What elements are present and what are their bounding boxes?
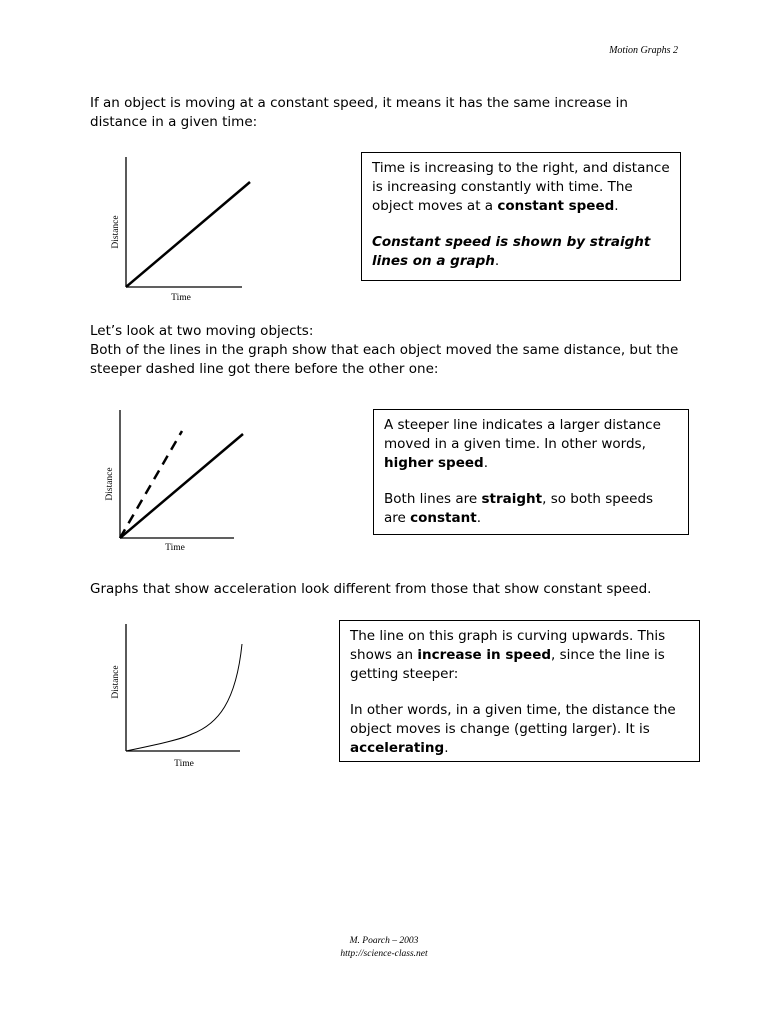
constant-speed-graph: [100, 155, 260, 310]
box2-paragraph2: Both lines are straight, so both speeds are constant.: [384, 491, 654, 526]
distance-time-line: [126, 182, 250, 287]
section3-intro: Graphs that show acceleration look different from those that show constant speed.: [90, 581, 652, 597]
y-axis-label: Distance: [111, 665, 121, 699]
box2-paragraph1: A steeper line indicates a larger distance moved in a given time. In other words, higher speed.: [384, 417, 661, 471]
constant-speed-info-box: [361, 152, 681, 281]
steeper-dashed-line: [120, 431, 182, 538]
x-axis-label: Time: [174, 759, 194, 769]
box1-paragraph1: Time is increasing to the right, and distance is increasing constantly with time. The object moves at a constant speed.: [372, 160, 670, 214]
y-axis-label: Distance: [111, 215, 121, 249]
y-axis-label: Distance: [105, 467, 115, 501]
page-header-title: Motion Graphs 2: [609, 45, 678, 56]
two-objects-info-box: [373, 409, 689, 535]
x-axis-label: Time: [165, 543, 185, 553]
two-objects-graph: [100, 408, 260, 558]
section1-intro: If an object is moving at a constant speed, it means it has the same increase in distance in a given time:: [90, 95, 628, 130]
acceleration-info-box: [339, 620, 700, 762]
box1-paragraph2: Constant speed is shown by straight lines on a graph.: [372, 234, 651, 269]
section2-intro: [90, 322, 680, 379]
acceleration-curve: [126, 644, 242, 751]
solid-line: [120, 434, 243, 538]
footer-url: http://science-class.net: [340, 949, 428, 959]
page-footer: [0, 935, 768, 961]
section2-intro-line2: Both of the lines in the graph show that each object moved the same distance, but the steeper dashed line got there before the other one:: [90, 342, 679, 377]
section2-intro-line1: Let’s look at two moving objects:: [90, 323, 314, 339]
x-axis-label: Time: [171, 293, 191, 303]
acceleration-graph: [100, 622, 260, 772]
footer-author: M. Poarch – 2003: [349, 936, 419, 946]
box3-paragraph1: The line on this graph is curving upwards. This shows an increase in speed, since the line is getting steeper:: [350, 628, 666, 682]
box3-paragraph2: In other words, in a given time, the distance the object moves is change (getting larger). It is accelerating.: [350, 702, 676, 756]
